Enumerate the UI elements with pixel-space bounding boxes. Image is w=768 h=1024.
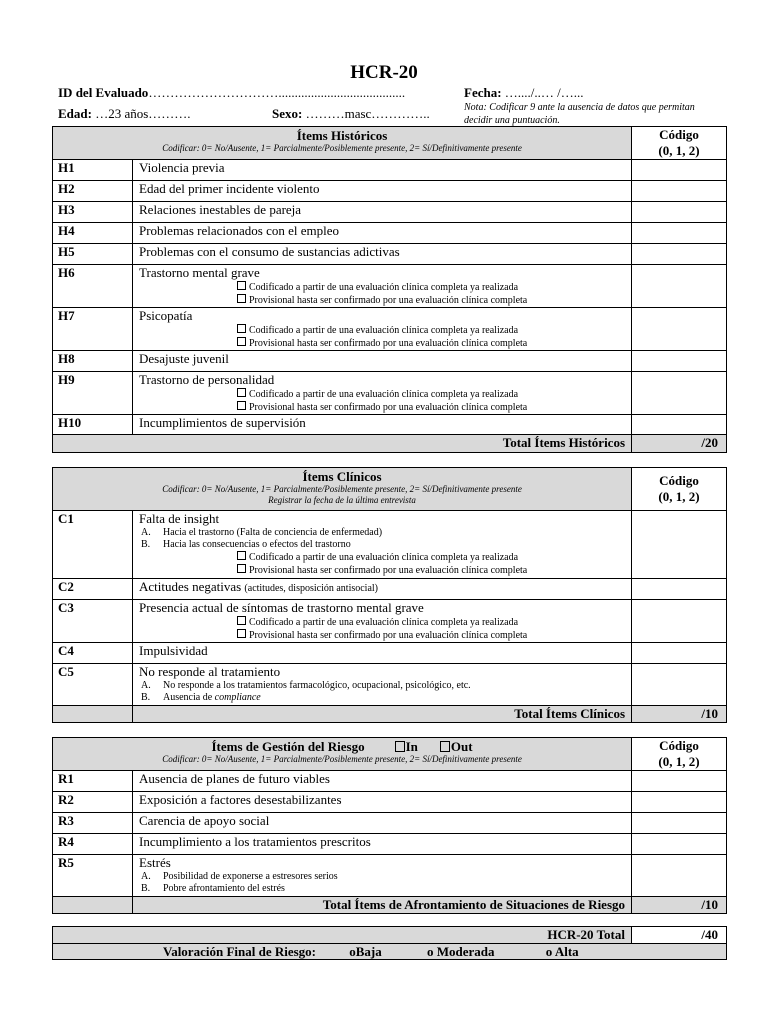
final-risk-label: Valoración Final de Riesgo:	[163, 944, 316, 959]
in-checkbox[interactable]	[395, 741, 405, 752]
checkbox[interactable]	[237, 551, 246, 560]
score-cell[interactable]	[632, 181, 727, 202]
historic-table	[52, 126, 727, 453]
table-row: H3 Relaciones inestables de pareja	[53, 202, 727, 223]
id-field[interactable]: ………………………….......................................	[148, 85, 406, 100]
table-row: R1 Ausencia de planes de futuro viables	[53, 771, 727, 792]
score-cell[interactable]	[632, 600, 727, 643]
id-label: ID del Evaluado	[58, 85, 149, 100]
table-row: C2 Actitudes negativas (actitudes, disposición antisocial)	[53, 579, 727, 600]
clinical-header	[53, 468, 727, 511]
checkbox[interactable]	[237, 564, 246, 573]
checkbox[interactable]	[237, 401, 246, 410]
table-row: R3 Carencia de apoyo social	[53, 813, 727, 834]
final-risk-row	[53, 944, 727, 960]
score-cell[interactable]	[632, 834, 727, 855]
score-cell[interactable]	[632, 643, 727, 664]
risk-moderate-option[interactable]: o Moderada	[427, 944, 495, 959]
code-header: Código (0, 1, 2)	[632, 127, 727, 160]
table-row: H6 Trastorno mental grave Codificado a partir de una evaluación clínica completa ya realizada Provisional hasta ser confirmado por una evaluación clínica completa	[53, 265, 727, 308]
score-cell[interactable]	[632, 372, 727, 415]
risk-total-value[interactable]: /10	[632, 897, 727, 914]
table-row: H2 Edad del primer incidente violento	[53, 181, 727, 202]
checkbox[interactable]	[237, 388, 246, 397]
score-cell[interactable]	[632, 223, 727, 244]
checkbox[interactable]	[237, 616, 246, 625]
historic-title: Ítems Históricos	[296, 128, 388, 143]
table-row: H5 Problemas con el consumo de sustancias adictivas	[53, 244, 727, 265]
table-row: H9 Trastorno de personalidad Codificado a partir de una evaluación clínica completa ya realizada Provisional hasta ser confirmado por una evaluación clínica completa	[53, 372, 727, 415]
checkbox[interactable]	[237, 294, 246, 303]
risk-low-option[interactable]: oBaja	[349, 944, 382, 959]
sex-label: Sexo:	[272, 106, 303, 121]
historic-header	[53, 127, 727, 160]
table-row: C5 No responde al tratamiento A. No responde a los tratamientos farmacológico, ocupacional, psicológico, etc. B. Ausencia de compliance	[53, 664, 727, 706]
table-row: C1 Falta de insight A. Hacia el trastorno (Falta de conciencia de enfermedad) B. Hacia las consecuencias o efectos del trastorno Codificado a partir de una evaluación clínica completa ya realizada Provisional hasta ser confirmado por una evaluación clínica completa	[53, 511, 727, 579]
total-row	[53, 897, 727, 914]
table-row: C4 Impulsividad	[53, 643, 727, 664]
age-label: Edad:	[58, 106, 92, 121]
table-row: H4 Problemas relacionados con el empleo	[53, 223, 727, 244]
risk-high-option[interactable]: o Alta	[545, 944, 579, 959]
risk-coding: Codificar: 0= No/Ausente, 1= Parcialmente/Posiblemente presente, 2= Sí/Definitivamente presente	[162, 754, 522, 764]
historic-total-label: Total Ítems Históricos	[53, 435, 632, 453]
risk-total-label: Total Ítems de Afrontamiento de Situaciones de Riesgo	[133, 897, 632, 914]
clinical-total-label: Total Ítems Clínicos	[133, 706, 632, 723]
score-cell[interactable]	[632, 664, 727, 706]
risk-table	[52, 737, 727, 914]
age-line	[58, 106, 191, 121]
out-label: Out	[450, 739, 473, 754]
summary-total-row	[53, 927, 727, 944]
clinical-total-value[interactable]: /10	[632, 706, 727, 723]
score-cell[interactable]	[632, 244, 727, 265]
form-title: HCR-20	[350, 62, 418, 83]
checkbox[interactable]	[237, 337, 246, 346]
score-cell[interactable]	[632, 415, 727, 435]
historic-total-value[interactable]: /20	[632, 435, 727, 453]
sex-line	[272, 106, 430, 121]
risk-header	[53, 738, 727, 771]
hcr-total-label: HCR-20 Total	[53, 927, 632, 944]
date-field[interactable]: …..../..… /…...	[504, 85, 584, 100]
code-header: Código (0, 1, 2)	[632, 468, 727, 511]
date-line	[464, 85, 584, 100]
score-cell[interactable]	[632, 202, 727, 223]
score-cell[interactable]	[632, 792, 727, 813]
total-row	[53, 706, 727, 723]
clinical-coding-2: Registrar la fecha de la última entrevista	[268, 495, 416, 505]
table-row: H10 Incumplimientos de supervisión	[53, 415, 727, 435]
age-field[interactable]: …23 años……….	[95, 106, 191, 121]
clinical-coding: Codificar: 0= No/Ausente, 1= Parcialmente/Posiblemente presente, 2= Sí/Definitivamente presente	[162, 484, 522, 494]
score-cell[interactable]	[632, 511, 727, 579]
checkbox[interactable]	[237, 629, 246, 638]
table-row: R4 Incumplimiento a los tratamientos prescritos	[53, 834, 727, 855]
score-cell[interactable]	[632, 160, 727, 181]
table-row: H1 Violencia previa	[53, 160, 727, 181]
table-row: H7 Psicopatía Codificado a partir de una evaluación clínica completa ya realizada Provisional hasta ser confirmado por una evaluación clínica completa	[53, 308, 727, 351]
out-checkbox[interactable]	[440, 741, 450, 752]
score-cell[interactable]	[632, 579, 727, 600]
historic-coding: Codificar: 0= No/Ausente, 1= Parcialmente/Posiblemente presente, 2= Sí/Definitivamente presente	[162, 143, 522, 153]
score-cell[interactable]	[632, 813, 727, 834]
in-label: In	[405, 739, 418, 754]
hcr-total-value[interactable]: /40	[632, 927, 727, 944]
table-row: C3 Presencia actual de síntomas de trastorno mental grave Codificado a partir de una evaluación clínica completa ya realizada Provisional hasta ser confirmado por una evaluación clínica completa	[53, 600, 727, 643]
sex-field[interactable]: ………masc…………..	[305, 106, 430, 121]
checkbox[interactable]	[237, 281, 246, 290]
coding-note: Nota: Codificar 9 ante la ausencia de datos que permitan decidir una puntuación.	[464, 102, 695, 126]
date-label: Fecha:	[464, 85, 502, 100]
risk-title: Ítems de Gestión del Riesgo	[211, 739, 365, 754]
clinical-title: Ítems Clínicos	[302, 469, 382, 484]
checkbox[interactable]	[237, 324, 246, 333]
historic-title-cell	[53, 127, 632, 160]
clinical-table	[52, 467, 727, 723]
table-row: H8 Desajuste juvenil	[53, 351, 727, 372]
summary-table	[52, 926, 727, 960]
score-cell[interactable]	[632, 265, 727, 308]
id-line	[58, 85, 405, 100]
code-header: Código (0, 1, 2)	[632, 738, 727, 771]
table-row: R5 Estrés A. Posibilidad de exponerse a estresores serios B. Pobre afrontamiento del estrés	[53, 855, 727, 897]
score-cell[interactable]	[632, 771, 727, 792]
table-row: R2 Exposición a factores desestabilizantes	[53, 792, 727, 813]
total-row	[53, 435, 727, 453]
score-cell[interactable]	[632, 308, 727, 351]
score-cell[interactable]	[632, 351, 727, 372]
score-cell[interactable]	[632, 855, 727, 897]
